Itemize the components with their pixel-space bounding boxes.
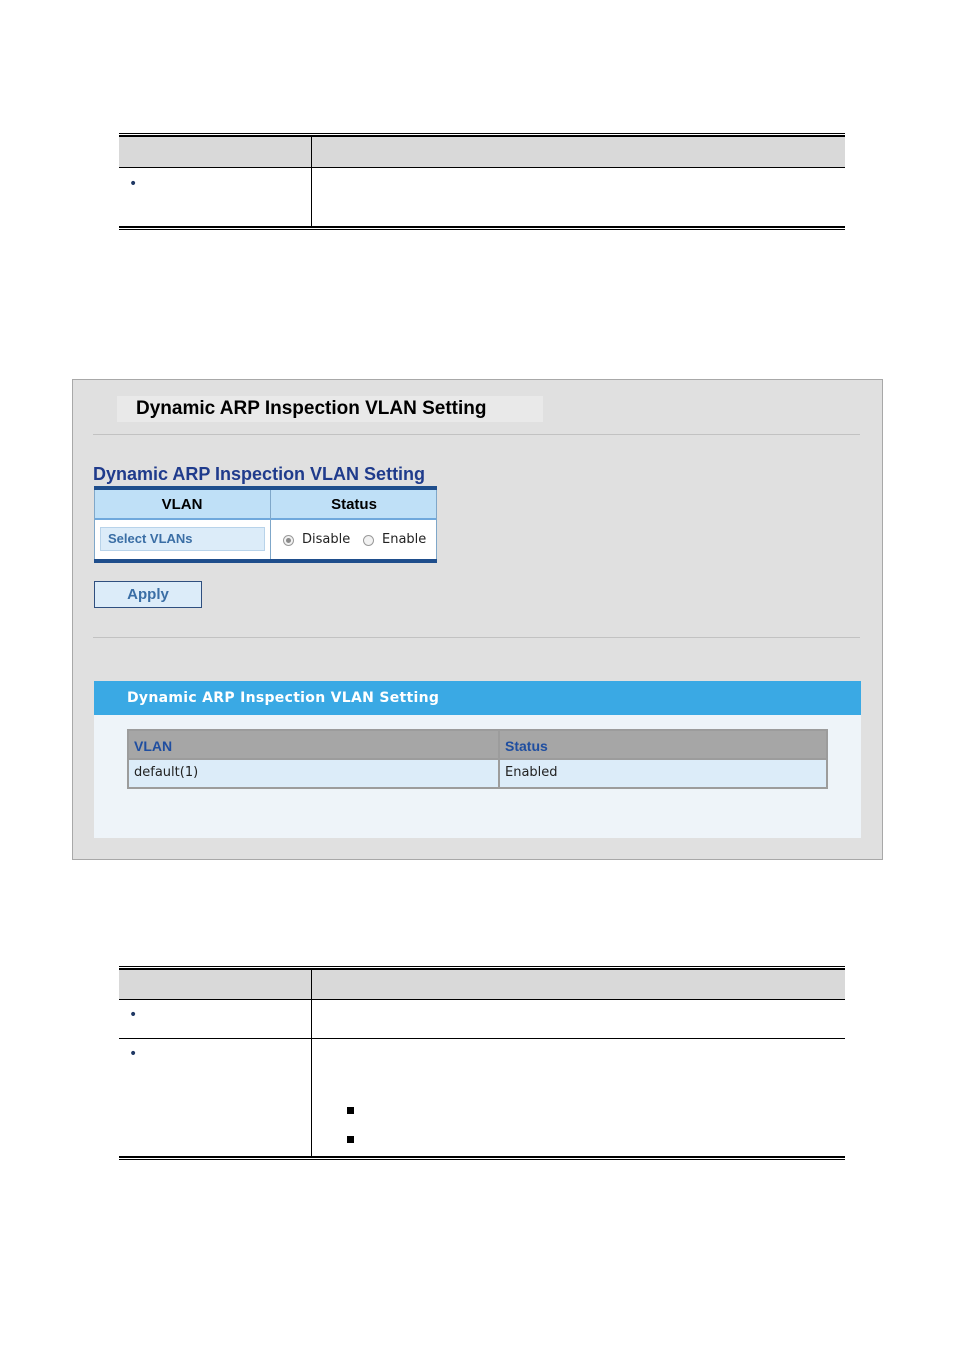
column-header-vlan: VLAN: [94, 490, 270, 520]
table-header-row: [119, 137, 845, 168]
table-row: [119, 1038, 845, 1156]
square-bullet-icon: [347, 1136, 354, 1143]
apply-button[interactable]: Apply: [94, 581, 202, 608]
bullet-icon: •: [129, 176, 138, 192]
status-column-status: Status: [500, 731, 826, 759]
table-row: [119, 1000, 845, 1038]
screenshot-panel: [72, 379, 883, 860]
enable-radio[interactable]: [363, 535, 374, 546]
column-header-status: Status: [271, 490, 437, 520]
vlan-setting-form-table: [94, 486, 437, 563]
status-column-vlan: VLAN: [129, 731, 498, 759]
select-vlans-field[interactable]: Select VLANs: [100, 527, 265, 551]
table-row: [119, 168, 845, 226]
table-cell-status: Enabled: [505, 765, 558, 780]
disable-radio[interactable]: [283, 535, 294, 546]
table-cell-vlan: default(1): [134, 765, 199, 780]
divider: [93, 434, 860, 435]
disable-radio-label: Disable: [302, 532, 351, 547]
status-panel: [94, 681, 861, 838]
status-table: [127, 729, 828, 789]
header-cell-object: [119, 137, 312, 167]
divider: [93, 637, 860, 638]
table-header-row: [119, 970, 845, 1000]
description-table-bottom: [119, 966, 845, 1160]
square-bullet-icon: [347, 1107, 354, 1114]
enable-radio-label: Enable: [382, 532, 427, 547]
page-title: Dynamic ARP Inspection VLAN Setting: [117, 396, 543, 422]
status-panel-header: Dynamic ARP Inspection VLAN Setting: [94, 681, 861, 715]
bullet-icon: •: [129, 1007, 138, 1023]
description-table-top: [119, 133, 845, 230]
header-cell-object: [119, 970, 312, 999]
header-cell-description: [312, 970, 845, 999]
bullet-icon: •: [129, 1046, 138, 1062]
header-cell-description: [312, 137, 845, 167]
form-title: Dynamic ARP Inspection VLAN Setting: [93, 464, 426, 484]
